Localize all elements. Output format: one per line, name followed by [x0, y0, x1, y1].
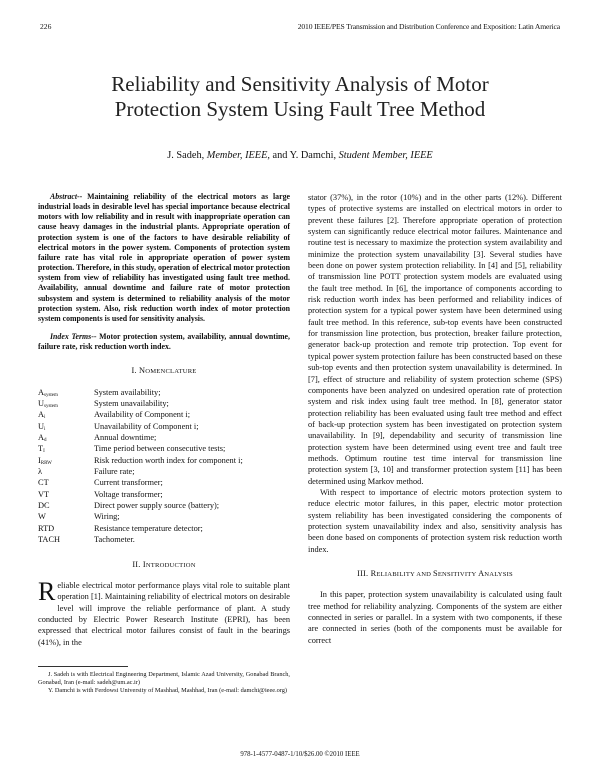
symbol-base: DC [38, 501, 50, 511]
paper-title [40, 72, 560, 122]
nomenclature-row [38, 477, 290, 488]
symbol-base: W [38, 512, 46, 522]
section-initial: A [478, 569, 485, 578]
nomenclature-description: Failure rate; [94, 467, 135, 477]
section-rest: NALYSIS [484, 571, 513, 578]
symbol-base: I [38, 455, 41, 465]
nomenclature-symbol [38, 511, 94, 522]
title-line-2: Protection System Using Fault Tree Method [114, 97, 486, 121]
nomenclature-row [38, 523, 290, 534]
index-terms-label: Index Terms [50, 332, 92, 342]
section-rest: NTRODUCTION [145, 561, 196, 569]
symbol-base: A [38, 433, 45, 443]
symbol-subscript: system [44, 392, 58, 398]
nomenclature-description: Direct power supply source (battery); [94, 501, 220, 511]
nomenclature-symbol [38, 432, 94, 443]
title-line-1: Reliability and Sensitivity Analysis of Motor [111, 72, 489, 96]
nomenclature-row [38, 432, 290, 443]
page-number: 226 [40, 22, 52, 31]
right-column [308, 192, 562, 646]
nomenclature-symbol [38, 455, 94, 466]
nomenclature-list [38, 387, 290, 546]
footnote-2: Y. Damchi is with Ferdowsi University of Mashhad, Mashhad, Iran (e-mail: damchi@ieee.org) [48, 687, 288, 695]
nomenclature-description: Current transformer; [94, 478, 163, 488]
symbol-subscript: i [44, 415, 46, 421]
nomenclature-row [38, 421, 290, 432]
author-connector: and Y. Damchi, [272, 150, 337, 161]
nomenclature-description: Time period between consecutive tests; [94, 444, 226, 454]
section-initial: I [142, 559, 146, 569]
nomenclature-symbol [38, 500, 94, 511]
symbol-base: RTD [38, 523, 55, 533]
section-initial: N [139, 366, 146, 376]
symbol-base: VT [38, 489, 50, 499]
symbol-base: U [38, 399, 45, 409]
symbol-base: TACH [38, 535, 61, 545]
drop-cap: R [38, 576, 56, 606]
right-paragraph-2: With respect to importance of electric motors protection system to reduce electric motor failures, in this paper, electric motor protection system reliability has been investigated considering the components of protection system unavailability index and also, sensitivity analysis has been done based on components of protection system risk reduction worth index. [308, 487, 562, 554]
section-initial: R [370, 569, 377, 578]
nomenclature-row [38, 534, 290, 545]
introduction-text: eliable electrical motor performance plays vital role to suitable plant operation [1]. Maintaining reliability of electrical motors on desirable level will improve the reliable performance of plant. A study conducted by Electric Power Research Institute (EPRI), has been expressed that electrical motor failures consist of fault in the bearings (41%), in the [38, 580, 290, 647]
section-numeral: III. [357, 569, 369, 578]
copyright-footer: 978-1-4577-0487-1/10/$26.00 ©2010 IEEE [240, 751, 360, 758]
nomenclature-symbol [38, 421, 94, 432]
nomenclature-symbol [38, 523, 94, 534]
nomenclature-description: System availability; [94, 387, 161, 397]
section-heading-introduction [38, 559, 290, 571]
section-rest: OMENCLATURE [145, 368, 197, 376]
index-terms [38, 332, 290, 352]
nomenclature-row [38, 466, 290, 477]
section-rest: ENSITIVITY [437, 571, 479, 578]
nomenclature-row [38, 387, 290, 398]
introduction-paragraph [38, 576, 290, 648]
nomenclature-description: Tachometer. [94, 535, 135, 545]
section-initial: S [432, 569, 438, 578]
section-numeral: II. [132, 559, 141, 569]
section-rest: ELIABILITY AND [376, 571, 433, 578]
nomenclature-symbol [38, 443, 94, 454]
symbol-subscript: RRW [40, 460, 52, 466]
nomenclature-description: Wiring; [94, 512, 120, 522]
author-1: J. Sadeh, [167, 150, 205, 161]
nomenclature-symbol [38, 534, 94, 545]
nomenclature-symbol [38, 489, 94, 500]
symbol-base: λ [38, 467, 43, 477]
abstract [38, 192, 290, 324]
symbol-subscript: I [43, 449, 45, 455]
conference-name: 2010 IEEE/PES Transmission and Distribution Conference and Exposition: Latin America [297, 22, 560, 31]
nomenclature-row [38, 443, 290, 454]
section-numeral: I. [131, 366, 137, 376]
author-1-role: Member, IEEE, [206, 150, 270, 161]
index-terms-text: -- Motor protection system, availability, annual downtime, failure rate, risk reduction worth index. [38, 332, 290, 352]
right-paragraph-1: stator (37%), in the rotor (10%) and in the other parts (12%). Different types of protective systems are installed on electrical motors in order to prevent these failures [2]. Therefore appropriate operation of protection system can significantly reduce electrical motor failures. Maintenance and routine test is necessary to maximize the protection system availability and minimize the protection system unavailability [3]. Several studies have been done on power system protection reliability. In [4] and [5], reliability of transmission line POTT protection system models are evaluated using the fault tree method. In [6], the importance of components according to risk reduction worth index has been performed and reliability indices of protection system for a typical power system have been determined using fault tree method. In this reference, sub-top events have been constructed for transmission line protection, bus protection, breaker failure protection, generator back-up protection and remote trip protection. Top event for typical power system protection failure has been constructed based on these sub-top events and then protection system unavailability is determined. In [7], effect of structure and reliability of system protection scheme (SPS) components have been analyzed on undesired operation rate of protection system and risk index using fault tree method. In [8], generator stator protection reliability has been evaluated using fault tree method and effect of back-up protection system has been investigated on protection system unavailability. In [9], dependability and security of transmission line protection system have been determined using event tree and fault tree methods. Optimum routine test time interval for transmission line protection system [3, 10] and transformer protection system [11] has been determined using Markov method. [308, 193, 562, 486]
symbol-base: CT [38, 478, 49, 488]
nomenclature-symbol [38, 398, 94, 409]
nomenclature-description: Unavailability of Component i; [94, 421, 199, 431]
right-paragraph-3: In this paper, protection system unavailability is calculated using fault tree method for reliability analyzing. Components of the system are either connected in series or parallel. In a system with two components, if these are connected in series (both of the components must be available for correct [308, 590, 562, 645]
nomenclature-row [38, 511, 290, 522]
footnote-rule [38, 666, 128, 667]
nomenclature-description: System unavailability; [94, 399, 169, 409]
footnote-1: J. Sadeh is with Electrical Engineering Department, Islamic Azad University, Gonabad Branch, Gonabad, Iran (e-mail: sadeh@um.ac.ir) [38, 670, 290, 687]
symbol-base: U [38, 421, 45, 431]
nomenclature-symbol [38, 409, 94, 420]
nomenclature-row [38, 398, 290, 409]
section-heading-nomenclature [38, 365, 290, 377]
nomenclature-description: Voltage transformer; [94, 489, 163, 499]
nomenclature-row [38, 409, 290, 420]
abstract-text: -- Maintaining reliability of the electrical motors as large industrial loads in desirable level has special importance because electrical motors with low reliability and in result with inappropriate operation can cause heavy damages in the industrial plants. Appropriate operation of protection system is one of the factors to have desirable reliability of electrical motors in the power system. Components of protection system failure rate has vital role in appropriate operation of power system protection. Therefore, in this study, operation of electrical motor protection system from view of reliability has investigated using fault tree method. Availability, annual downtime and failure rate of motor protection subsystem and system is determined to reliability analysis of the motor protection system. Also, risk reduction worth index of motor protection system components is used for sensitivity analysis. [38, 192, 290, 323]
nomenclature-row [38, 489, 290, 500]
nomenclature-description: Risk reduction worth index for component i; [94, 455, 243, 465]
nomenclature-description: Annual downtime; [94, 433, 157, 443]
nomenclature-symbol [38, 387, 94, 398]
nomenclature-symbol [38, 477, 94, 488]
nomenclature-description: Resistance temperature detector; [94, 523, 203, 533]
nomenclature-row [38, 500, 290, 511]
left-column [38, 192, 290, 696]
author-line [40, 150, 560, 161]
symbol-subscript: i [44, 426, 46, 432]
abstract-label: Abstract [50, 192, 78, 201]
section-heading-reliability [308, 568, 562, 580]
symbol-subscript: system [44, 404, 58, 410]
symbol-subscript: d [44, 438, 47, 444]
symbol-base: A [38, 410, 45, 420]
nomenclature-symbol [38, 466, 94, 477]
nomenclature-description: Availability of Component i; [94, 410, 191, 420]
symbol-base: A [38, 387, 45, 397]
nomenclature-row [38, 455, 290, 466]
author-2-role: Student Member, IEEE [338, 150, 433, 161]
symbol-base: T [38, 444, 44, 454]
